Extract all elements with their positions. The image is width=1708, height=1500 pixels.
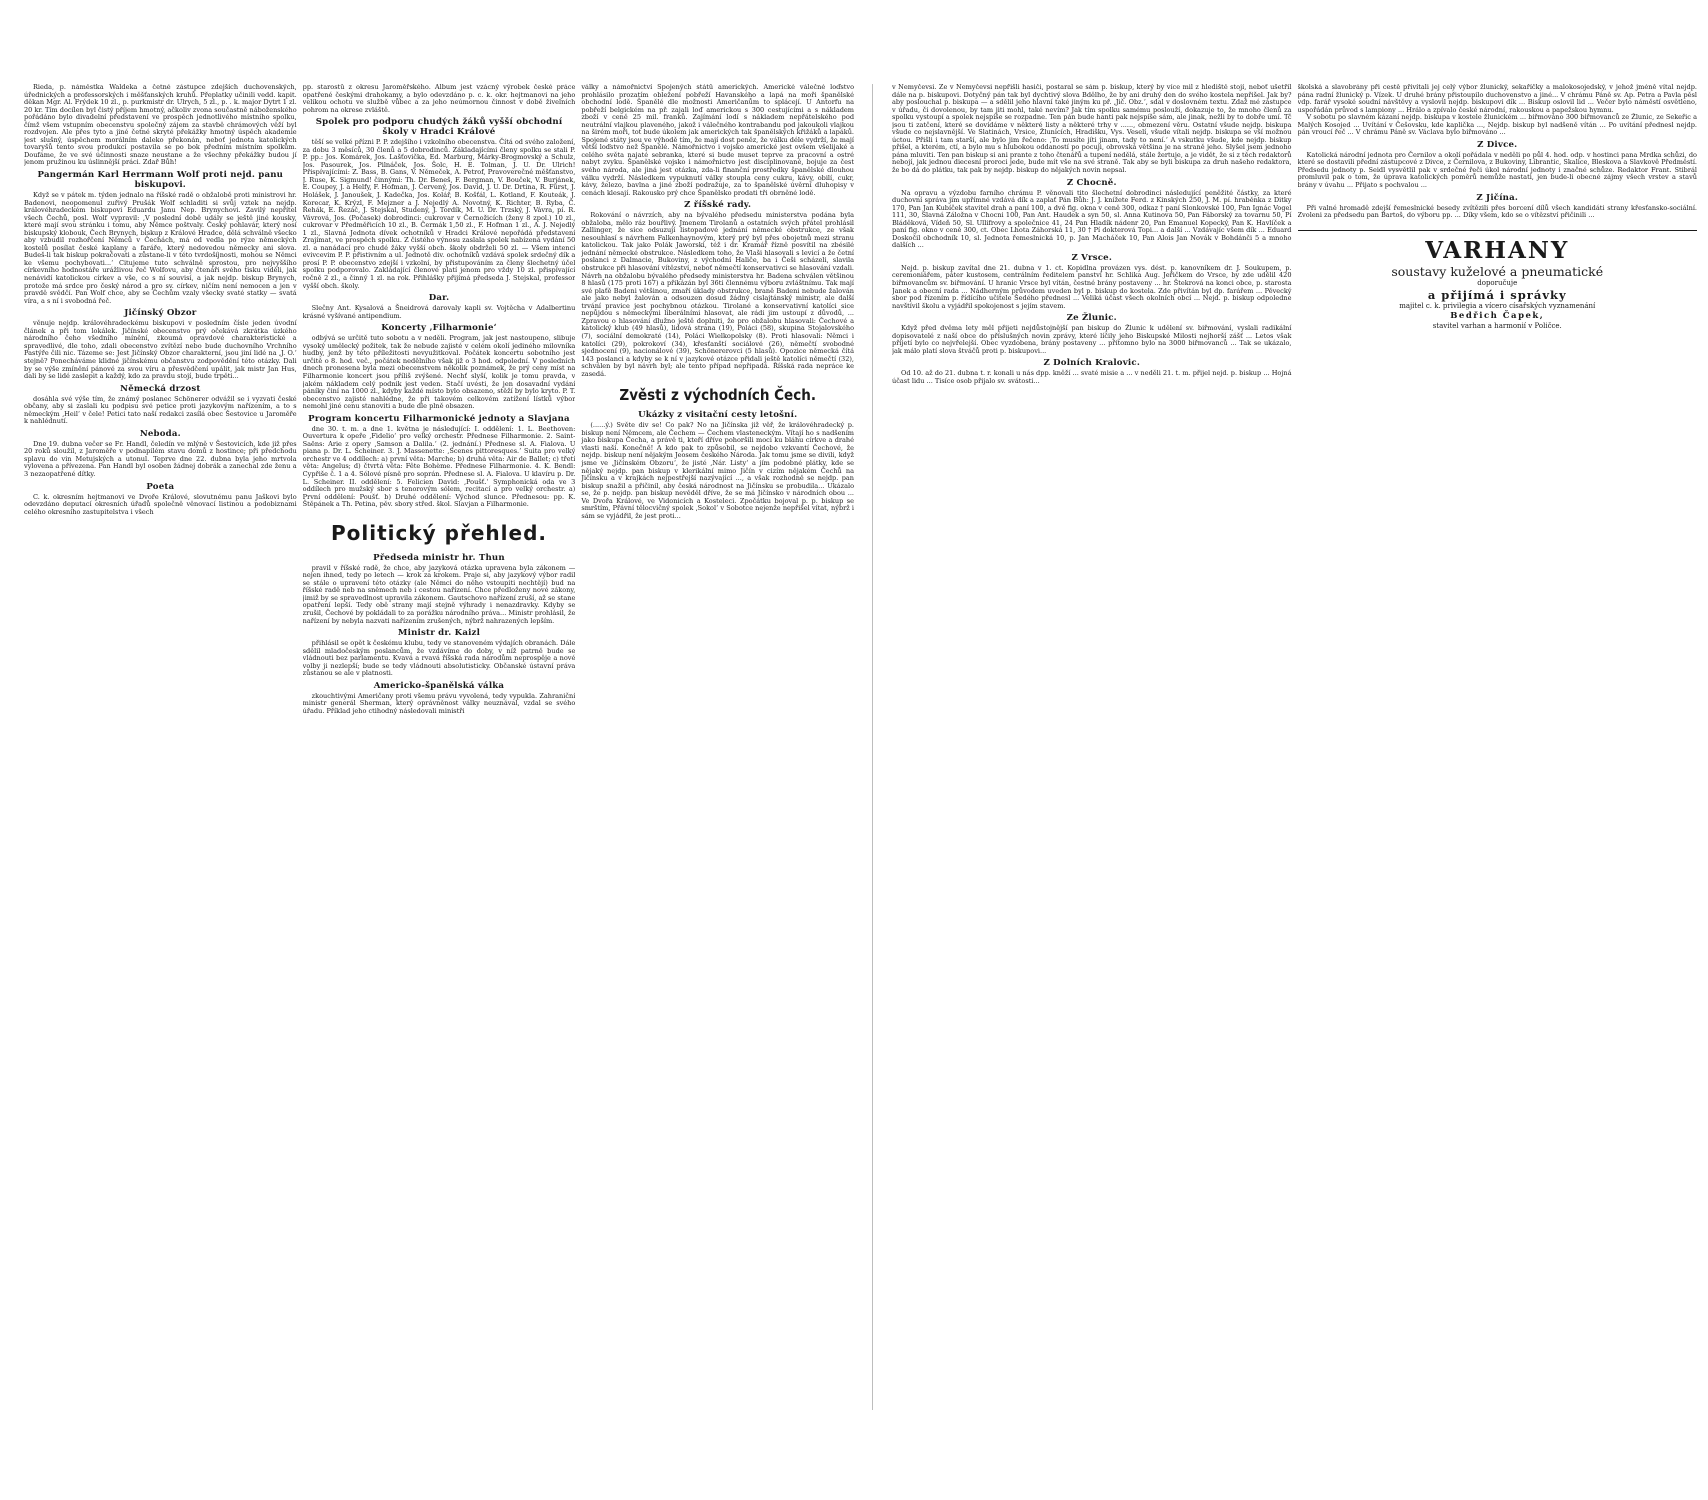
ad-subtitle: soustavy kuželové a pneumatické	[1391, 263, 1604, 279]
article-heading: Z Chocně.	[1066, 177, 1117, 188]
ad-title: VARHANY	[1425, 236, 1570, 264]
article-paragraph: Slečny Ant. Kysalová a Šneidrová darovaly kapli sv. Vojtěcha v Adalbertinu krásné vyšívané antipendium.	[302, 304, 576, 320]
article-paragraph: přihlásil se opět k českému klubu, tedy ve stanoveném výdajích obranách. Dále sdělil mladočeským poslancům, že vzdávíme do doby, v níž patrně bude se vládnouti bez parlamentu. Kvavá a rvavá říšská rada národům neprospěje a nové volby ji nezlepší; bude se tedy vládnouti absolutisticky. Občanské ústavní práva zůstanou se ale v platnosti.	[302, 639, 576, 678]
article-heading: Koncerty ‚Filharmonie‘	[381, 323, 497, 334]
article-paragraph: zkouchtivými Američany proti všemu právu vyvolená, tedy vypukla. Zahraniční ministr generál Sherman, který oprávněnost války neuznával, vzdal se svého úřadu. Příklad jeho ctihodný následovali ministři	[302, 691, 576, 715]
article-paragraph: v Nemyčevsi. Že v Nemyčevsi nepřišli hasiči, postaral se sám p. biskup, který by více mil z hlediště stojí, neboť ušetřil dále na p. biskupovi. Dotyčný pán tak byl dychtivý slova Bdělho, že by ani druhý den do svého kostela nepřišel. Jak by? aby poslouchal p. biskupa — a sdělil jeho hlavní také jiným ku př. ‚Jič. Obz.‘, sdal v doslovném textu. Zdaž mé zástupce v úřadu, či dovolenou, by tam jiti mohl, také nevím? Jak tím spolku samému poslouží, dokazuje to, že mnoho členů za spolku vystoupí a spolek nejspíše se rozpadne. Ten pán bude hanti pak nejspíše sám, ale jinak, nežli by to dobře umí. Tč jsou ti zatčení, které se dovídáme v některé listy a některé trhy v ......, obmezení věru. Ostatní všude nejdp. biskupa všude co nejslavnější. Ve Slatinách, Vrsice, Žlunicích, Hradišku, Vys. Veselí, všude vítali nejdp. biskupa se vší možnou úctou. Přišli i tam starší, ale bylo jim řečeno: ‚To musíte jíti jinam, tady to není.‘ A vskutku všude, kde nejdp. biskup přišel, a kterém, ctí, a bylo mu s hlubokou oddaností po pocuji, obrovská většina je na straně jeho. Slyšel jsem jednoho pána mluviti. Ten pan biskup si ani prante z toho čtenářů a tupení nedělá, stále žertuje, a je vidět, že si z těch redaktorů nebojí, jak jednou diecesní proroci jede, bude mít vše na své straně. Tak aby se byli biskupa za druh našeho redaktora, že bo dá do plátku, tak pak by nejdp. biskup do nějakých novin nepsal.	[892, 84, 1292, 175]
article-heading: Neboda.	[139, 428, 181, 439]
article-paragraph: Rokování o návrzích, aby na bývalého předsedu ministerstva podána byla obžaloba, mělo ráz bouřlivý. Jmenem Tirolanů a ostatních svých přátel prohlásil Zallinger, že sice odsuzují listopadové jednání německé obstrukce, ze však nesouhlasí s návrhem Falkenhaynovým, který prý byl přes obojetnů mezi stranu katolickou. Tak jako Polák Jaworski, též i dr. Kramář řízně posvítil na zbésilé jednání německé obstrukce. Následkem toho, že Vlaši hlasovali s levicí a že četní poslanci z Dalmacie, Bukoviny, z východní Haliče, ba i Češi scházeli, slavila obstrukce při hlasování vítězství, neboť němečtí konservativci se hlasování vzdali. Návrh na obžalobu bývalého předsedy ministerstva hr. Badena schválen většinou 8 hlasů (175 proti 167) a přikázán byl 36ti člennému výboru zvláštnímu. Tak mají své plaťě Badeni většinou, zmaří úklady obstrukce, braně Badeni nebude žalován ale jako nebyl žalován a odsouzen dosud žádný cislajtánský ministr, ale další trvání pravice jest pochybnou otázkou. Tirolané a konservativní katolíci sice nepůjdou s německými liberálními hlasovat, ale rádi jim ustoupí z důvodů, ... Zpravou o hlasování dlužno ještě doplniti, že pro obžalobu hlasovali: Čechové a katolický klub (49 hlasů), lidová strana (19), Poláci (58), skupina Stojalovského (7), sociální demokraté (14), Poláci Wielkopolsky (8). Proti hlasovali: Němci i katolíci (29), pokrokoví (34), křesťanští sociálové (26), němečtí svobodné sjednocení (9), nacionálové (39), Schönererovci (5 hlasů). Opozice německá čítá 143 poslanci a kdyby se k ní v jazykové otázce přidali ještě katolíci němečtí (32), schválen by byl návrh byl; ale tento případ nepřipadá. Říšská rada nepráce ke zasedá.	[581, 211, 855, 378]
page-gutter	[872, 84, 873, 1410]
article-heading: Německá drzost	[120, 383, 201, 394]
article-heading: Z Dolních Kralovic.	[1043, 358, 1141, 369]
article-heading: Z říšské rady.	[684, 200, 752, 211]
ad-service: a přijímá i správky	[1427, 287, 1567, 302]
article-heading: Americko-španělská válka	[373, 680, 505, 691]
article-paragraph: školská a slavobrány při cestě přivítali jej celý výbor žlunický, sekaříčky a malokosojedský, v jehož jméně vítal nejdp. pána radní žlunický p. Vízek. U druhé brány přistoupilo duchovenstvo a jiné... V chrámu Páně sv. Ap. Petra a Pavla pěsl vdp. farář vysoké soudní návštěvy a vyslovil nejdp. biskupovi dík ... Biskup oslovil lid ... Večer bylo náměstí osvětleno, uspořádán průvod s lampiony ... Hrálo a zpívalo české národní, rakouskou a papežskou hymnu.	[1297, 84, 1697, 114]
column-2	[303, 84, 576, 1410]
article-heading: Jičínský Obzor	[124, 308, 197, 319]
article-paragraph: dosáhla své výše tím, že známý poslanec Schönerer odvážil se i vyzvati české občany, aby si zaslali ku podpisu své petice proti jazykovým nařízením, a to s německým ‚Heil‘ v čele! Petici tato naší redakci zasílá obec Šestovice u Jaroměře k nahlédnutí.	[24, 394, 297, 426]
article-paragraph: války a námořnictví Spojených států amerických. Americké válečné loďstvo prohlásilo prozatím obležení pobřeží Havanského a lapá na moři španělské obchodní lodě. Španělé dle možnosti Američanům to splácejí. U Antorfu na pobřeží belgickém na př. zajali loď americkou s 300 cestujícími a s nákladem zboží v ceně 25 mil. franků. Zajímání lodí s nákladem nepřátelského pod neutrální vlajkou plaveného, jakož i válečného kontrabandu pod jakoukoli vlajkou na širém moři, tot bude úkolem jak amerických tak španělských křižáků a lapáků. Spojené státy jsou ve výhodě tím, že mají dost peněz, že válku déle vydrží, že mají větší loďstvo než Španělé. Námořnictvo i vojsko americké jest ovšem všelijaké a celého světa najaté sebranka, které si bude muset teprve za pracovní a ostré nabyt zvyku. Španělské vojsko i námořnictvo jest disciplinované, bojuje za čest svého národa, ale jiná jest otázka, zda-li finanční prostředky španělské dlouhou válku vydrží. Následkem vypuknutí války stoupla ceny cukru, kávy, obilí, cukr, kávy, železo, bavlna a jiné zboží podražuje, za to španělské úvěrní dluhopisy v cenách klesají. Rakousko prý chce Španělsko prodati tři obrněné lodě.	[581, 84, 855, 197]
article-heading: Pangermán Karl Herrmann Wolf proti nejd. panu biskupovi.	[37, 170, 284, 191]
ad-credentials: majitel c. k. privilegia a vícero císařských vyznamenání	[1399, 301, 1596, 310]
article-heading: Z Divce.	[1477, 139, 1518, 150]
ad-intro: doporučuje	[1477, 278, 1518, 287]
column-5	[1298, 84, 1698, 1410]
article-paragraph: Když před dvěma lety měl přijeti nejdůstojnější pan biskup do Žlunic k udělení sv. biřmování, vyslali radikální dopisovatelé z naší obce do příslušných novin zprávy, které líčily jeho Biskupské Milosti nejhorší zášť ... Letos však přijetí bylo co nejvřelejší. Obec vyzdobena, brány postaveny ... přítomno bylo na 3000 biřmovanců ... Tak se ukázalo, jak málo platí slova štváčů proti p. biskupovi...	[892, 324, 1292, 355]
left-page-spread	[24, 84, 854, 1410]
section-title: Politický přehled.	[331, 520, 547, 545]
article-paragraph: těší se velké přízni P. P. zdejšího i vzkolního obecenstva. Čítá od svého založení, za dobu 3 měsíců, 30 členů a 5 dobrodinců. Základajícími členy spolku se stali P. P. pp.: Jos. Komárek, Jos. Lašťovička, Ed. Marburg, Márky-Brogmovský a Schulz, Jos. Pasourek, Jos. Pilnáček, Jos. Šolc, H. E. Tolman, J. U. Dr. Ulrich! Přispívajícími: Z. Bass, B. Gans, V. Němeček, A. Petrof, Pravoverečné měšťanstvo, J. Ruse, K. Sigmund! činnými: Th. Dr. Beneš, F. Bergman, V. Bouček, V. Burjánek, E. Coupey, J. a Helfy, F. Hofman, J. Červený, Jos. David, J. U. Dr. Drtina, R. Fürst, J. Holášek, J. Janoušek, J. Kadečka, Jos. Kolář, B. Košťál, L. Kotland, F. Kouteák, J. Korecar, K. Krýzl, F. Mejzner a J. Nejedlý A. Novotný, K. Richter, B. Ryba, Č. Řehák, E. Řezáč, J. Stejskal, Studený, J. Tordík, M. U. Dr. Trzský, J. Vávra, pí. R. Vávrová, Jos. (Počasek) dobrodinci: cukrovar v Černožicích (ženy 8 zpol.) 10 zl., cukrovar v Předměřicích 10 zl., B. Čermák 1,50 zl., F. Hofman 1 zl., A. J. Nejedlý 1 zl., Slavná Jednota dívek ochotníků v Hradci Králové nepořádá představení Zrajímat, ve prospěch spolku. Z čistého výnosu zaslala spolek nabízená vydání 50 zl. a nanádací pro chudé žáky vyšší obch. školy obdrželi 50 zl. — Všem intencí evivcevim P. P. přistivním a ul. Jednotě div. ochotníků vzdává spolek srdečný dík a prosí P. P. obecenstvo zdejší i vzkolní, by přistupováním za členy šlechetný účel spolku podporovalo. Zakládající členové platí jenom pro vždy 10 zl. přispívající ročně 2 zl., a činný 1 zl. na rok. Přihlášky přijímá předseda J. Stejskal, professor vyšší obch. školy.	[302, 138, 576, 290]
article-heading: Spolek pro podporu chudých žáků vyšší obchodní školy v Hradci Králové	[315, 117, 563, 138]
article-paragraph: (......ý.) Světe div se! Co pak? No na Jičínska již věř, že královéhradecký p. biskup není Němcem, ale Čechem — Čechem vlasteneckým. Vítají ho s nadšením jako biskupa Čecha, a právě ti, kteří dříve pohoršili moci ku bláhu církve a drahé vlasti naší. Konečně! A kdo pak to způsobil, se nejdobo vzkvantí Čechové, že nejdp. biskup není nějakým Jeosem českého Národa. Jak tomu jsme se divili, když jsme ve ‚Jičínském Obzoru‘, že jisté ‚Nár. Listy‘ a jím podobné plátky, kde se nějaký nejdp. pan biskup v klerikální mimo Jičín v cizím nějakém Čechů na Jičínsku a v krajkách nejpestřejší nazývající ..., a však rozhodně se nejdp. pan biskup snažil a přičinil, aby česká národnost na Jičínsku se probudila... Ukázalo se, že p. nejdp. pan biskup nevěděl dříve, že se má Jičínsko v národních obou ... Ve Dvořa Králové, ve Vidonicích a Kosteleci. Zpočátku bojoval p. p. biskup se smrštím, Přávní tělocvičný spolek ‚Sokol‘ v Sobotce nejenže nepřišel vítat, nýbrž i sám se vyjádřil, že jest proti...	[581, 421, 855, 520]
article-paragraph: Nejd. p. biskup zavítal dne 21. dubna v 1. ct. Kopidlna provázen vys. dést. p. kanovníkem dr. J. Soukupem, p. ceremoniářem, páter kustosem, centrálním ředitelem panství hr. Schlika Aug. Jeřičkem do Vrsce, by zde udělil 420 biřmovancům sv. biřmování. U hranic Vrsce byl vítán, čestné brány postaveny ... hr. Štekrová na konci obce, p. starosta Janek a obecní rada ... Nádherným průvodem uveden byl p. biskup do kostela. Zde přivítán byl dp. farářem ... Pěvecký sbor pod řízením p. řídícího učitele Šedého přednesl ... Veliká účast všech okolních obcí ... Nejd. p. biskup odpoledne navštívil školu a vyjádřil spokojenost s jejím stavem.	[892, 263, 1292, 310]
article-paragraph: Při valné hromadě zdejší řemeslnické besedy zvítězili přes borcení dílů všech kandidáti strany křesťansko-sociální. Zvoleni za předsedu pan Bartoš, do výboru pp. ... Díky všem, kdo se o vítězství přičinili ...	[1297, 203, 1697, 220]
article-paragraph: Katolická národní jednota pro Černilov a okolí pořádala v neděli po půl 4. hod. odp. v hostinci pana Mrdka schůzi, do které se dostavili přední zástupcové z Divce, z Černilova, z Bukoviny, Librantic, Skalice, Bleskova a Slavkově Předměstí. Předsedu jednoty p. Seidl vysvětlil pak v srdečné řeči úkol národní jednoty i značné schůze. Redaktor Frant. Stibrál promluvil pak o tom, že úprava katolických poměrů nemůže nastati, jen bude-li obecné zájmy všech vrstev a stavů brány v úvahu ... Přijato s pochvalou ...	[1297, 150, 1697, 190]
article-heading: Ukázky z visitační cesty letošní.	[638, 410, 798, 421]
article-heading: Z Jičína.	[1476, 192, 1519, 203]
article-heading: Ministr dr. Kaizl	[397, 628, 481, 639]
article-heading: Z Vrsce.	[1071, 252, 1113, 263]
column-1	[24, 84, 297, 1410]
article-heading: Předseda ministr hr. Thun	[373, 552, 505, 563]
article-paragraph: Když se v pátek m. týden jednalo na říšské radě o obžalobě proti ministrovi hr. Badenovi, neopomenul zuřivý Prušák Wolf schladiti si svůj vztek na nejdp. královéhradeckém biskupovi Eduardu Janu Nep. Brynychovi. Zavilý nepřítel všech Čechů, posl. Wolf vypravil: ‚V poslední době udály se ještě jiné kousky, které mají svou stránku i tomu, aby Němce poštvaly. Český pohlavár, který nosí biskupský klobouk, Čech Brynych, biskup z Králové Hradce, dělá schválně všecko aby vzbudil rozhořčení Němců v Čechách, má od vedla po rýze německých kostelů posílat české kaplany a faráře, který nedovedou německy ani slova. Budeš-li tak biskup pokračovati a zůstane-li v této tvrdošíjnosti, mohou se Němci ke všemu pochybovati...‘ Citujeme tuto schválně sprostou, pro nejvyššího církevního hodnostáře urážlivou řeč Wolfovu, aby čtenáři svého tisku viděli, jak nenávidí katolickou církev a vše, co s ní souvisí, a jak nejdp. biskup Brynych, protože má srdce pro český národ a pro sv. církev, ničím není nemocen a jen v pravdě svědčí. Pan Wolf chce, aby se Čechům vzaly všecky svaté statky — svatá víra, a s ní i svobodná řeč.	[24, 191, 297, 305]
article-paragraph: C. k. okresním hejtmanovi ve Dvoře Králové, slovutnému panu Jaškovi bylo odevzdáno deputací okresních úřadů společně věnovací listinou a podobiznami celého okresního zastupitelstva i všech	[24, 492, 297, 516]
article-paragraph: pp. starostů z okresu Jaroměřského. Album jest vzácný výrobek české práce opatřené českými drahokamy, a bylo odevzdáno p. c. k. okr. hejtmanovi na jeho velikou ochotu ve službě vůbec a za jeho neúmornou činnost v době živelních pohrom na okrese zvláště.	[302, 84, 576, 114]
column-4	[892, 84, 1292, 1410]
article-paragraph: pravil v říšské radě, že chce, aby jazyková otázka upravena byla zákonem — nejen ihned, tedy po letech — krok za krokem. Praje si, aby jazykový výbor radil se stále o upravení této otázky (ale Němci do něho vstoupiti nechtějí) bud na říšské radě neb na sněmech neb i cestou nařízení. Chce předloženy nové zákony, jimiž by se spravedlnost upravila zákonem. Gautschovo nařízení zruší, až se stane opatření lepší. Tedy obě strany mají stejně výhrady i nenazdravky. Kdyby se zrušil, Čechové by pokládali to za porážku národního práva... Ministr prohlásil, že nařízení by nebyla nazvati nařízením zrušených, nýbrž nahrazených lepším.	[302, 563, 576, 625]
article-paragraph: dne 30. t. m. a dne 1. května je následující: I. oddělení: 1. L. Beethoven: Ouvertura k opeře ‚Fidelio‘ pro velký orchestr. Přednese Filharmonie. 2. Saint-Saëns: Arie z opery ‚Samson a Dalila.‘ (2. jednání.) Přednese sl. A. Fialova. U piana p. Dr. L. Scheiner. 3. J. Massenette: ‚Scenes pittoresques.‘ Suita pro velký orchestr ve 4 oddílech: a) první věta: Marche; b) druhá věta: Air de Ballet; c) třetí věta: Angelus; d) čtvrtá věta: Fête Bohème. Přednese Filharmonie. 4. K. Bendl: Cypřiše č. 1 a 4. Sólové písně pro soprán. Přednese sl. A. Fialova. U klavíru p. Dr. L. Scheiner. II. oddělení: 5. Felicien David: ‚Poušť.‘ Symphonická oda ve 3 oddílech pro mužský sbor s tenorovým sólem, recitací a pro velký orchestr. a) První oddělení: Poušť. b) Druhé oddělení: Východ slunce. Přednesou: pp. K. Štěpánek a Th. Petina, pěv. sbory střed. škol. Slavjan a Filharmonie.	[302, 424, 576, 509]
column-3	[581, 84, 854, 1410]
ad-name: Bedřich Čapek,	[1450, 310, 1545, 321]
article-paragraph: Od 10. až do 21. dubna t. r. konali u nás dpp. kněží ... svaté misie a ... v neděli 21. t. m. přijel nejd. p. biskup ... Hojná účast lidu ... Tisíce osob přijalo sv. svátosti...	[892, 369, 1292, 385]
article-heading: Ze Žlunic.	[1066, 313, 1117, 324]
section-title: Zvěsti z východních Čech.	[619, 386, 816, 405]
article-paragraph: V sobotu po slavném kázaní nejdp. biskupa v kostele žlunickém ... biřmováno 300 biřmovanců ze Žlunic, ze Sekeřic a Malých Kosojed ... Uvítání v Češovsku, kde kaplička ..., Nejdp. biskup byl nadšeně vítán ... Po uvítání přednesl nejdp. pán vroucí řeč ... V chrámu Páně sv. Václava bylo biřmováno ...	[1297, 113, 1697, 137]
article-heading: Dar.	[428, 293, 450, 304]
article-heading: Program koncertu Filharmonické jednoty a Slavjana	[308, 413, 570, 424]
article-paragraph: Dne 19. dubna večer se Fr. Handl, čeledín ve mlýně v Šestovicích, kde již přes 20 roků sloužil, z Jaroměře v podnapilém stavu domů z hostince; při předchodu splavu do vin Metujských a utonul. Teprve dne 22. dubna byla jeho mrtvola vylovena a přívezena. Pan Handl byl osoben žádnej dobrák a zanechal zde ženu a 3 nezaopatřené dítky.	[24, 439, 297, 478]
article-paragraph: odbývá se určitě tuto sobotu a v neděli. Program, jak jest nastoupeno, slibuje vysoký umělecký požitek, tak že nebude zajisté v celém okolí jediného milovníka hudby, jenž by této příležitosti nevyužitkoval. Počátek koncertu sobotního jest určitě o 8. hod. več., počátek nedělního však již o 3 hod. odpolední. V posledních dnech pronesena byla mezi obecenstvem několik poznámek, že prý ceny míst na Filharmonie koncert jsou příliš zvýšené. Nechť slyší, kolik je tomu pravda, v jakém nákladem celý podnik jest veden. Stačí uvésti, že jen dosavadní vydání páníky činí na 1000 zl., kdyby každé místo bylo obsazeno, stěží by bylo kryto. P. T. obecenstvo zajisté nahlédne, že při takovém celkovém zatížení lístků výbor nemohl jiné cenu stanoviti a bude dle plně obsazen.	[302, 334, 576, 411]
article-paragraph: Rieda, p. náměstka Waldeka a četné zástupce zdejších duchovenských, úřednických a professorských i měšťanských kruhů. Přeplatky učinili vedd. kapit. děkan Mgr. Al. Frýdek 10 zl., p. purkmistr dr. Ulrych, 5 zl., p. . k. major Dytrt 1 zl. 20 kr. Tím docílen byl čistý příjem hmotný, ačkoliv zvona součastně náboženského pořádáno bylo divadelní představení ve prospěch jednotlivého místního spolku, čímž všem vstupním obecenstvu společný zájem za stavbě chrámových věží byl rozdvojen. Ale přes tyto a jiné četné skryté překážky hmotný úspěch akademie jest slušný, úspěchem morálním daleko překonán, neboť jednota katolických tovaryšů tento svou produkcí postavila se po bok předním místním spolkům. Doufáme, že ve své účinnosti snaze neustane a že všechny překážky budou jí jenom pružinou ku úslinnější práci. Zdař Bůh!	[24, 84, 297, 167]
article-paragraph: věnuje nejdp. královéhradeckému biskupovi v posledním čísle jeden úvodní článek a při tom lokálek. Jičínské obecenstvo prý očekává zkrátka úzkého národního čeho všedního mínění, zkoumá opravdové charakteristické a spravedlivé, dle toho, zdali obecenstvo zvítězí nebo bude duchovního Vrchního Pastýře čili nic. Tázeme se: Jest Jičínský Obzor charakterní, jsou jiní lidé na ‚J. O.‘ stejně? Ponecháváme klidné jičínskému občanstvu zodpovědění této otázky. Dali by se výše zmínění pánové za svou víru a přesvědčení upálit, jak mistr Jan Hus, dali by se lidé zaslepit a každý, kdo za pravdu stojí, bude trpěti...	[24, 319, 297, 381]
right-page-spread	[892, 84, 1697, 1410]
organ-builder-advertisement	[1298, 230, 1698, 331]
ad-location: stavitel varhan a harmonií v Poličce.	[1432, 321, 1562, 330]
article-paragraph: Na opravu a výzdobu farního chrámu P. věnovali tito šlechetní dobrodinci následující peněžité částky, za které duchovní správa jim upřímné vzdává dík a zaplať Pán Bůh: J. J. knížete Ferd. z Kinských 250, J. M. pí. hraběnka z Ditky 170, Pan Jan Kubíček stavitel drah a paní 100, a dvě fig. okna v ceně 300, odkaz † paní Slonkovské 100, Pan Ignác Vogel 111, 30, Slavná Záložna v Chocni 100, Pan Ant. Haudek a syn 50, sl. Anna Kutinova 50, Pan Fáborský za tovarnu 50, Pí Bláděková, Vídeň 50, Sl. Ullifrovy a společnice 41, 24 Pan Hladík nádenr 20, Pan Emanuel Kopecký, Pan K. Havlíček a paní fig. okno v ceně 300, ct. Obec Lhota Záhorská 11, 30 † Pí dokterová Topi... a další ... Vzdávajíc všem dík ... Eduard Doskočil obchodník 10, sl. Jednota řemeslnická 10, p. Jan Macháček 10, Pan Alois Jan Novák v Bohdánči 5 a mnoho dalších ...	[892, 188, 1292, 250]
article-heading: Poeta	[146, 481, 175, 492]
